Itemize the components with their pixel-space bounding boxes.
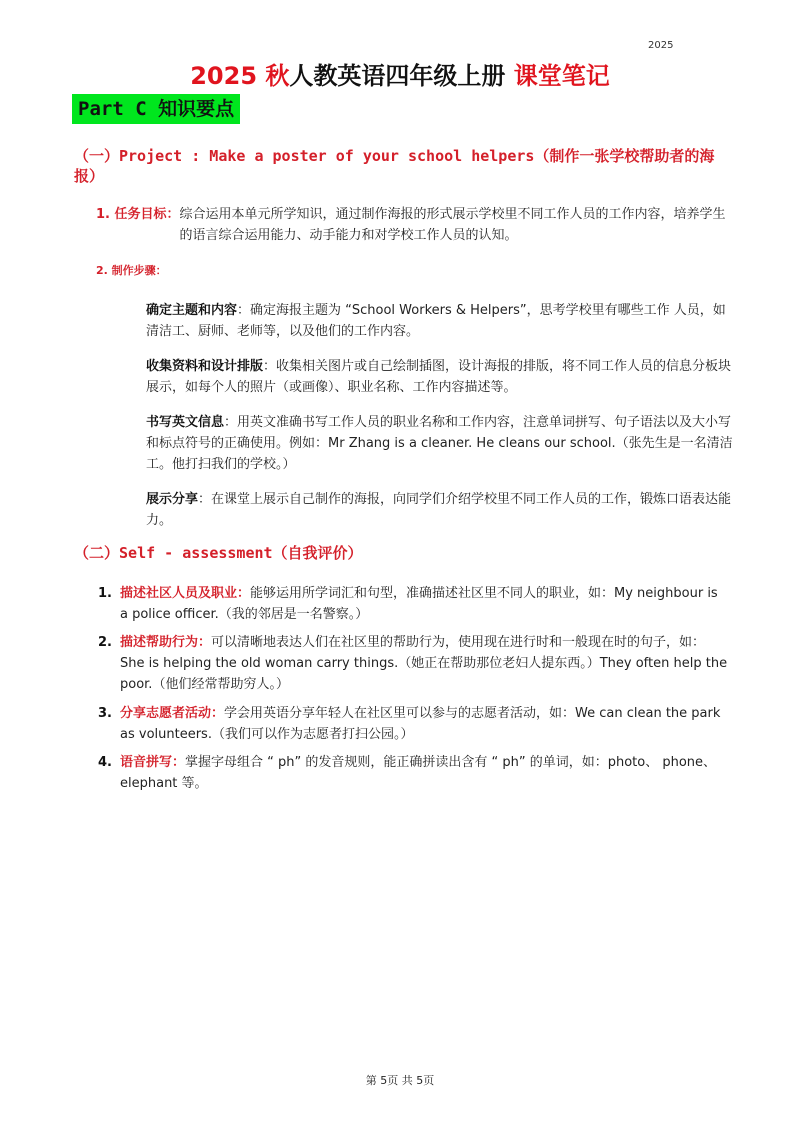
steps-label: 2. 制作步骤：: [96, 264, 167, 277]
page-footer: 第 5页 共 5页: [365, 1074, 435, 1087]
header-year-tag: 2025: [648, 40, 674, 51]
task-goal-text: 综合运用本单元所学知识，通过制作海报的形式展示学校里不同工作人员的工作内容，培养学生的语言综合运用能力、动手能力和对学校工作人员的认知。: [179, 207, 726, 243]
step-item: [146, 300, 734, 342]
list-item-label: 描述帮助行为：: [120, 635, 212, 650]
section2-heading-main: Self - assessment: [119, 544, 273, 562]
list-item: [98, 632, 728, 695]
step-title: 书写英文信息: [146, 415, 225, 430]
section2-heading: [74, 543, 734, 563]
section2-heading-suffix: （自我评价）: [272, 544, 363, 562]
list-item: [98, 583, 728, 625]
step-item: [146, 356, 734, 398]
section1-heading: （一）Project : Make a poster of your school helpers（制作一张学校帮助者的海报）: [74, 147, 715, 185]
list-item-label: 分享志愿者活动：: [120, 706, 225, 721]
list-item-text: 能够运用所学词汇和句型，准确描述社区里不同人的职业，如：My neighbour is a police officer.（我的邻居是一名警察。）: [120, 586, 718, 622]
step-text: ：确定海报主题为 “School Workers & Helpers”，思考学校里有哪些工作 人员，如清洁工、厨师、老师等，以及他们的工作内容。: [146, 303, 726, 339]
list-item: [98, 752, 728, 794]
step-text: ：用英文准确书写工作人员的职业名称和工作内容，注意单词拼写、句子语法以及大小写和标点符号的正确使用。例如：Mr Zhang is a cleaner. He cleans our school.（张先生是一名清洁工。他打扫我们的学校。）: [146, 415, 733, 472]
title-course: 人教英语四年级上册: [289, 62, 506, 90]
step-text: ：收集相关图片或自己绘制插图，设计海报的排版，将不同工作人员的信息分板块展示，如每个人的照片（或画像）、职业名称、工作内容描述等。: [146, 359, 732, 395]
step-title: 收集资料和设计排版: [146, 359, 264, 374]
title-notes: 课堂笔记: [513, 62, 610, 90]
list-item-label: 描述社区人员及职业：: [120, 586, 251, 601]
list-item-number: 3.: [98, 706, 112, 721]
task-goal: [96, 204, 736, 246]
step-text: ：在课堂上展示自己制作的海报，向同学们介绍学校里不同工作人员的工作，锻炼口语表达能力。: [146, 492, 732, 528]
title-year: 2025 秋: [190, 62, 290, 90]
list-item: [98, 703, 728, 745]
list-item-number: 4.: [98, 755, 112, 770]
step-title: 确定主题和内容: [146, 303, 238, 318]
list-item-text: 可以清晰地表达人们在社区里的帮助行为，使用现在进行时和一般现在时的句子，如：She is helping the old woman carry things.（她正在帮助那位老妇人提东西。）They often help the poor.（他们经常帮助穷人。）: [120, 635, 728, 692]
list-item-text: 掌握字母组合 “ ph” 的发音规则，能正确拼读出含有 “ ph” 的单词，如：photo、 phone、elephant 等。: [120, 755, 717, 791]
step-item: [146, 489, 734, 531]
section2-heading-prefix: （二）: [74, 544, 120, 562]
part-c-heading: Part C 知识要点: [72, 94, 240, 124]
page-title: [0, 56, 800, 91]
task-goal-label: 1. 任务目标：: [96, 207, 180, 222]
step-title: 展示分享: [146, 492, 199, 507]
list-item-label: 语音拼写：: [120, 755, 186, 770]
list-item-number: 1.: [98, 586, 112, 601]
step-item: [146, 412, 734, 475]
list-item-text: 学会用英语分享年轻人在社区里可以参与的志愿者活动，如：We can clean the park as volunteers.（我们可以作为志愿者打扫公园。）: [120, 706, 721, 742]
list-item-number: 2.: [98, 635, 112, 650]
